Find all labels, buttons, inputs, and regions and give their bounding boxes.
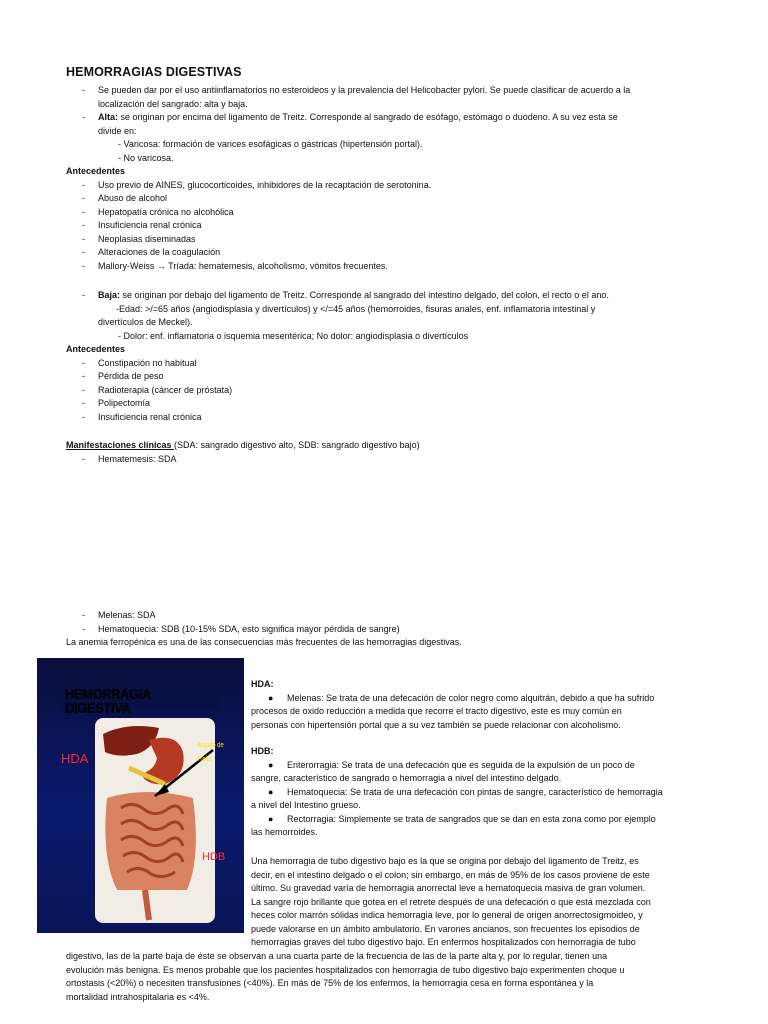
hdb-item-line: Enterorragia: Se trata de una defecación que es seguida de la expulsión de un poco de (287, 759, 635, 770)
intro-section (66, 84, 706, 273)
list-item: - Hepatopatía crónica no alcohólica (66, 206, 706, 220)
list-item: - Uso previo de AINES, glucocorticoides, inhibidores de la recaptación de serotonina. (66, 179, 706, 193)
baja-text: se originan por debajo del ligamento de Treitz. Corresponde al sangrado del intestino delgado, del colon, el recto o el ano. (120, 290, 609, 300)
bullet-icon: ● (268, 759, 274, 770)
hdb-item-line: Rectorragia: Simplemente se trata de sangrados que se dan en esta zona como por ejemplo (287, 813, 656, 824)
list-item (251, 813, 706, 827)
list-item: - Hematoquecia: SDB (10-15% SDA, esto significa mayor pérdida de sangre) (66, 623, 706, 637)
hdb-heading: HDB: (251, 746, 274, 756)
antecedentes1-item: Neoplasias diseminadas (98, 233, 196, 244)
list-item: - Polipectomía (66, 397, 706, 411)
antecedentes2-item: Polipectomía (98, 398, 151, 408)
antecedentes2-item: Pérdida de peso (98, 371, 164, 381)
alta-text: se originan por encima del ligamento de Treitz. Corresponde al sangrado de esófago, estómago o duodeno. A su vez esta se (118, 112, 618, 122)
baja-line-2: -Edad: >/=65 años (angiodisplasia y divertículos) y </=45 años (hemorroides, fisuras anales, enf. inflamatoria intestinal y (116, 303, 596, 314)
bullet-icon: ● (268, 813, 274, 824)
antecedentes2-item: Constipación no habitual (98, 357, 197, 368)
antecedentes1-item: Uso previo de AINES, glucocorticoides, inhibidores de la recaptación de serotonina. (98, 179, 432, 190)
antecedentes-heading-2: Antecedentes (66, 344, 126, 354)
list-item: - Mallory-Weiss → Tríada: hematemesis, alcoholismo, vómitos frecuentes. (66, 260, 706, 274)
anemia-note: La anemia ferropénica es una de las consecuencias más frecuentes de las hemorragias digestivas. (66, 637, 462, 647)
paragraph-line: La sangre rojo brillante que gotea en el retrete después de una defecación o que está mezclada con (251, 896, 651, 907)
hda-item-line: procesos de oxido reducción a medida que recorre el tracto digestivo, este es muy común en (251, 706, 622, 716)
paragraph-line: heces color marrón sólidas indica hemorragia leve, por lo general de origen anorrectosigmoideo, y (251, 910, 643, 920)
page-title: HEMORRAGIAS DIGESTIVAS (66, 65, 242, 79)
alta-line-1 (98, 111, 706, 125)
paragraph-line: ortostasis (<20%) o necesiten transfusiones (<40%). En más de 75% de los enfermos, la hemorragia cesa en forma espontánea y la (66, 978, 594, 988)
list-item: - Melenas: SDA (66, 609, 706, 623)
hda-section (251, 678, 706, 732)
list-item: - Insuficiencia renal crónica (66, 219, 706, 233)
bullet-icon: ● (268, 692, 274, 703)
figure-label-hda: HDA (61, 751, 89, 766)
paragraph-line: Una hemorragia de tubo digestivo bajo es la que se origina por debajo del ligamento de Treitz, es (251, 856, 639, 866)
antecedentes1-item: Insuficiencia renal crónica (98, 220, 202, 230)
dash-bullet: - (82, 85, 85, 95)
manifestacion-item: Hematemesis: SDA (98, 453, 177, 464)
baja-section (66, 289, 706, 424)
dash-bullet: - (82, 290, 85, 300)
list-item: - Insuficiencia renal crónica (66, 411, 706, 425)
alta-line-2: divide en: (98, 125, 137, 136)
hdb-item-line: a nivel del Intestino grueso. (251, 800, 361, 810)
list-item (251, 759, 706, 773)
alta-sub-1: - Varicosa: formación de varices esofágicas o gástricas (hipertensión portal). (118, 139, 423, 149)
list-item: - Neoplasias diseminadas (66, 233, 706, 247)
intro-line-1: Se pueden dar por el uso antiinflamatorios no esteroideos y la prevalencia del Helicobacter pylori. Se puede clasificar de acuerdo a la (98, 85, 631, 95)
paragraph-line: último. Su gravedad varía de hemorragia anorrectal leve a hematoquecia masiva de gran volumen. (251, 883, 646, 893)
hda-item-line: Melenas: Se trata de una defecación de color negro como alquitrán, debido a que ha sufrido (287, 692, 655, 703)
list-item (66, 84, 706, 111)
dash-bullet: - (82, 112, 85, 122)
hda-heading: HDA: (251, 679, 274, 689)
paragraph-line: mortalidad intrahospitalaria es <4%. (66, 991, 210, 1002)
alta-label: Alta: (98, 112, 118, 122)
antecedentes1-item: Abuso de alcohol (98, 193, 168, 203)
antecedentes1-item: Alteraciones de la coagulación (98, 247, 221, 257)
list-item (66, 111, 706, 165)
paragraph-full (66, 950, 706, 1004)
manifestaciones-heading (66, 439, 706, 453)
list-item: - Alteraciones de la coagulación (66, 246, 706, 260)
list-item: - Hematemesis: SDA (66, 453, 706, 467)
list-item (251, 692, 706, 706)
paragraph-right (251, 855, 706, 950)
baja-line-3: divertículos de Meckel). (98, 317, 193, 327)
bullet-icon: ● (268, 786, 274, 797)
list-item (66, 289, 706, 343)
baja-label: Baja: (98, 290, 121, 300)
intro-line-2: localización del sangrado: alta y baja. (98, 98, 248, 109)
list-item: - Pérdida de peso (66, 370, 706, 384)
alta-sub-2: - No varicosa. (118, 152, 174, 163)
paragraph-line: evolución más benigna. Es menos probable que los pacientes hospitalizados con hemorragia de tubo digestivo bajo experimenten choque u (66, 964, 625, 975)
paragraph-line: digestivo, las de la parte baja de éste se observan a una cuarta parte de la frecuencia de las de la parte alta y, por lo regular, tienen una (66, 951, 608, 961)
figure-label-hdb: HDB (202, 851, 226, 863)
manifestaciones-section-2 (66, 609, 706, 650)
antecedentes2-item: Insuficiencia renal crónica (98, 411, 202, 422)
paragraph-line: decir, en el intestino delgado o el colon; sin embargo, en más de 95% de los casos proviene de este (251, 869, 650, 880)
antecedentes1-item: Mallory-Weiss → Tríada: hematemesis, alcoholismo, vómitos frecuentes. (98, 260, 388, 271)
antecedentes-heading-1: Antecedentes (66, 166, 126, 176)
list-item: - Constipación no habitual (66, 357, 706, 371)
antecedentes2-item: Radioterapia (cáncer de próstata) (98, 384, 233, 395)
manifestacion-item: Melenas: SDA (98, 610, 156, 620)
manifestacion-item: Hematoquecia: SDB (10-15% SDA, esto significa mayor pérdida de sangre) (98, 623, 400, 634)
figure-label-treitz: Angulo de Treitz (197, 742, 224, 763)
list-item (251, 786, 706, 800)
hdb-section (251, 745, 706, 840)
hdb-item-line: Hematoquecia: Se trata de una defecación con pintas de sangre, característico de hemorragia (287, 786, 663, 797)
list-item: - Radioterapia (cáncer de próstata) (66, 384, 706, 398)
hda-item-line: personas con hipertensión portal que a su vez también se puede relacionar con alcoholismo. (251, 719, 621, 730)
hdb-item-line: sangre, característico de sangrado o hemorragia a nivel del intestino delgado. (251, 773, 562, 783)
baja-line-1 (98, 289, 706, 303)
manifestaciones-section (66, 439, 706, 466)
figure-title: HEMORRAGIA DIGESTIVA (65, 686, 151, 717)
manifestaciones-label: Manifestaciones clínicas (66, 440, 175, 450)
paragraph-line: hemorragias graves del tubo digestivo bajo. En enfermos hospitalizados con hemorragia de tubo (251, 937, 636, 947)
manifestaciones-rest: (SDA: sangrado digestivo alto, SDB: sangrado digestivo bajo) (174, 440, 420, 450)
baja-line-4: - Dolor: enf. inflamatoria o isquemia mesentérica; No dolor: angiodisplasia o divertículos (118, 330, 469, 341)
list-item: - Abuso de alcohol (66, 192, 706, 206)
hdb-item-line: las hemorroides. (251, 827, 318, 837)
antecedentes1-item: Hepatopatía crónica no alcohólica (98, 206, 234, 217)
paragraph-line: puede valorarse en un ámbito ambulatorio. En varones ancianos, son frecuentes los episodios de (251, 923, 640, 934)
hemorragia-figure (37, 658, 244, 933)
